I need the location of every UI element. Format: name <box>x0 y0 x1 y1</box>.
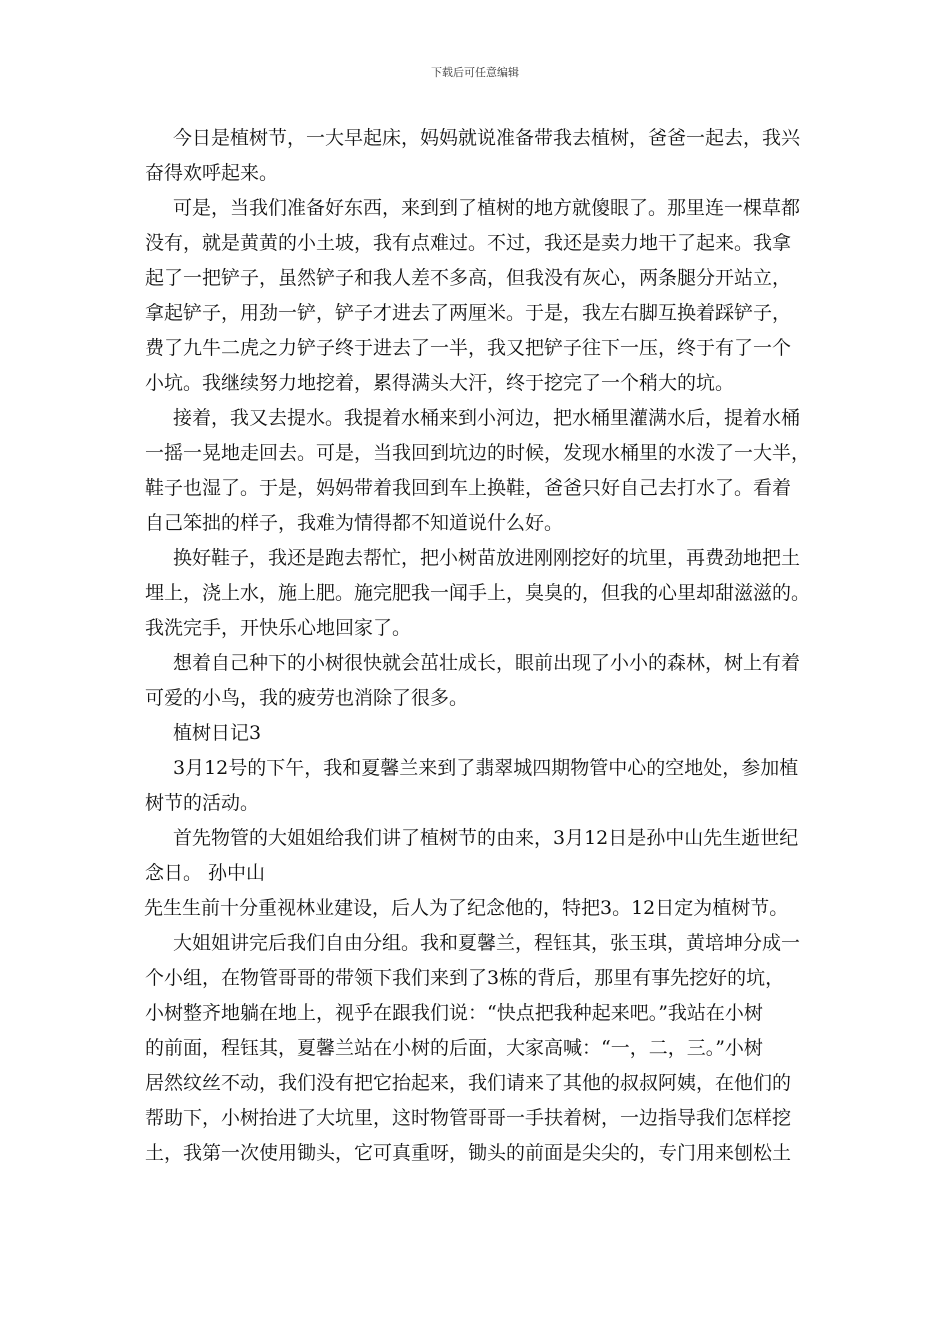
section-heading: 植树日记3 <box>173 722 262 744</box>
text-line: 大姐姐讲完后我们自由分组。我和夏馨兰，程钰其，张玉琪，黄培坤分成一 <box>173 932 801 954</box>
text-line: 小坑。我继续努力地挖着，累得满头大汗，终于挖完了一个稍大的坑。 <box>145 372 735 394</box>
text-line: 拿起铲子，用劲一铲，铲子才进去了两厘米。于是，我左右脚互换着踩铲子， <box>145 302 792 324</box>
text-line: 可是，当我们准备好东西，来到到了植树的地方就傻眼了。那里连一棵草都 <box>173 197 801 219</box>
text-line: 想着自己种下的小树很快就会茁壮成长，眼前出现了小小的森林，树上有着 <box>173 652 801 674</box>
text-line: 自己笨拙的样子，我难为情得都不知道说什么好。 <box>145 512 564 534</box>
text-line: 鞋子也湿了。于是，妈妈带着我回到车上换鞋，爸爸只好自己去打水了。看着 <box>145 477 792 499</box>
text-line: 首先物管的大姐姐给我们讲了植树节的由来，3月12日是孙中山先生逝世纪 <box>173 827 799 849</box>
text-line: 接着，我又去提水。我提着水桶来到小河边，把水桶里灌满水后，提着水桶 <box>173 407 801 429</box>
document-body <box>145 121 825 1171</box>
text-line: 一摇一晃地走回去。可是，当我回到坑边的时候，发现水桶里的水泼了一大半， <box>145 442 811 464</box>
text-line: 树节的活动。 <box>145 792 260 814</box>
text-line: 小树整齐地躺在地上，视乎在跟我们说：“快点把我种起来吧。”我站在小树 <box>145 1002 763 1024</box>
text-line: 先生生前十分重视林业建设，后人为了纪念他的，特把3。12日定为植树节。 <box>144 897 789 919</box>
text-line: 今日是植树节，一大早起床，妈妈就说准备带我去植树，爸爸一起去，我兴 <box>173 127 801 149</box>
text-line: 没有，就是黄黄的小土坡，我有点难过。不过，我还是卖力地干了起来。我拿 <box>145 232 792 254</box>
text-line: 的前面，程钰其，夏馨兰站在小树的后面，大家高喊：“一，二，三。”小树 <box>145 1037 763 1059</box>
text-line: 奋得欢呼起来。 <box>145 162 279 184</box>
text-line: 个小组，在物管哥哥的带领下我们来到了3栋的背后，那里有事先挖好的坑， <box>145 967 785 989</box>
text-line: 念日。 孙中山 <box>145 862 266 884</box>
text-line: 居然纹丝不动，我们没有把它抬起来，我们请来了其他的叔叔阿姨，在他们的 <box>145 1072 792 1094</box>
text-line: 费了九牛二虎之力铲子终于进去了一半，我又把铲子往下一压，终于有了一个 <box>145 337 792 359</box>
text-line: 可爱的小鸟，我的疲劳也消除了很多。 <box>145 687 469 709</box>
text-line: 帮助下，小树抬进了大坑里，这时物管哥哥一手扶着树，一边指导我们怎样挖 <box>145 1107 792 1129</box>
text-line: 3月12号的下午，我和夏馨兰来到了翡翠城四期物管中心的空地处，参加植 <box>173 757 799 779</box>
page-header: 下载后可任意编辑 <box>431 66 519 79</box>
text-line: 换好鞋子，我还是跑去帮忙，把小树苗放进刚刚挖好的坑里，再费劲地把土 <box>173 547 801 569</box>
text-line: 埋上，浇上水，施上肥。施完肥我一闻手上，臭臭的，但我的心里却甜滋滋的。 <box>145 582 811 604</box>
text-line: 起了一把铲子，虽然铲子和我人差不多高，但我没有灰心，两条腿分开站立， <box>145 267 792 289</box>
text-line: 我洗完手，开快乐心地回家了。 <box>145 617 412 639</box>
text-line: 土，我第一次使用锄头，它可真重呀，锄头的前面是尖尖的，专门用来刨松土 <box>145 1142 792 1164</box>
